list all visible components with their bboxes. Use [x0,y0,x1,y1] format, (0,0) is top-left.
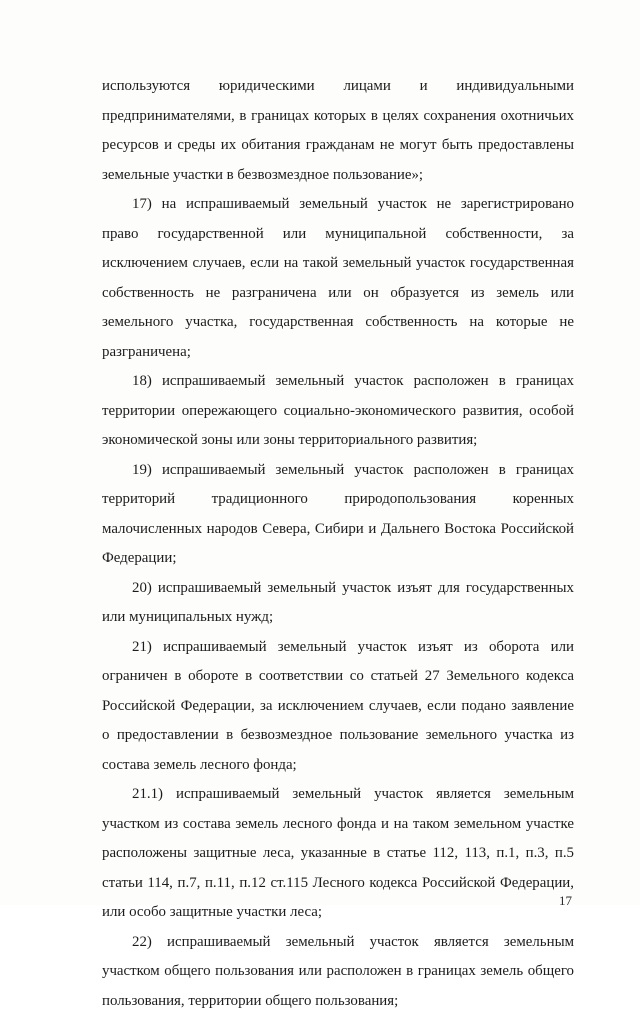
page-number: 17 [559,893,572,909]
paragraph-item-21: 21) испрашиваемый земельный участок изъят из оборота или ограничен в обороте в соответствии со статьей 27 Земельного кодекса Российской Федерации, за исключением случаев, если подано заявление о предоставлении в безвозмездное пользование земельного участка из состава земель лесного фонда; [102,633,574,781]
paragraph-item-21-1: 21.1) испрашиваемый земельный участок является земельным участком из состава земель лесного фонда и на таком земельном участке расположены защитные леса, указанные в статье 112, 113, п.1, п.3, п.5 статьи 114, п.7, п.11, п.12 ст.115 Лесного кодекса Российской Федерации, или особо защитные участки леса; [102,780,574,928]
paragraph-item-19: 19) испрашиваемый земельный участок расположен в границах территорий традиционного природопользования коренных малочисленных народов Севера, Сибири и Дальнего Востока Российской Федерации; [102,456,574,574]
paragraph-item-18: 18) испрашиваемый земельный участок расположен в границах территории опережающего социально-экономического развития, особой экономической зоны или зоны территориального развития; [102,367,574,456]
paragraph-item-17: 17) на испрашиваемый земельный участок не зарегистрировано право государственной или муниципальной собственности, за исключением случаев, если на такой земельный участок государственная собственность не разграничена или он образуется из земель или земельного участка, государственная собственность на которые не разграничена; [102,190,574,367]
paragraph-item-20: 20) испрашиваемый земельный участок изъят для государственных или муниципальных нужд; [102,574,574,633]
paragraph-continuation: используются юридическими лицами и индивидуальными предпринимателями, в границах которых в целях сохранения охотничьих ресурсов и среды их обитания гражданам не могут быть предоставлены земельные участки в безвозмездное пользование»; [102,72,574,190]
paragraph-item-22: 22) испрашиваемый земельный участок является земельным участком общего пользования или расположен в границах земель общего пользования, территории общего пользования; [102,928,574,1016]
document-body [102,72,574,1016]
